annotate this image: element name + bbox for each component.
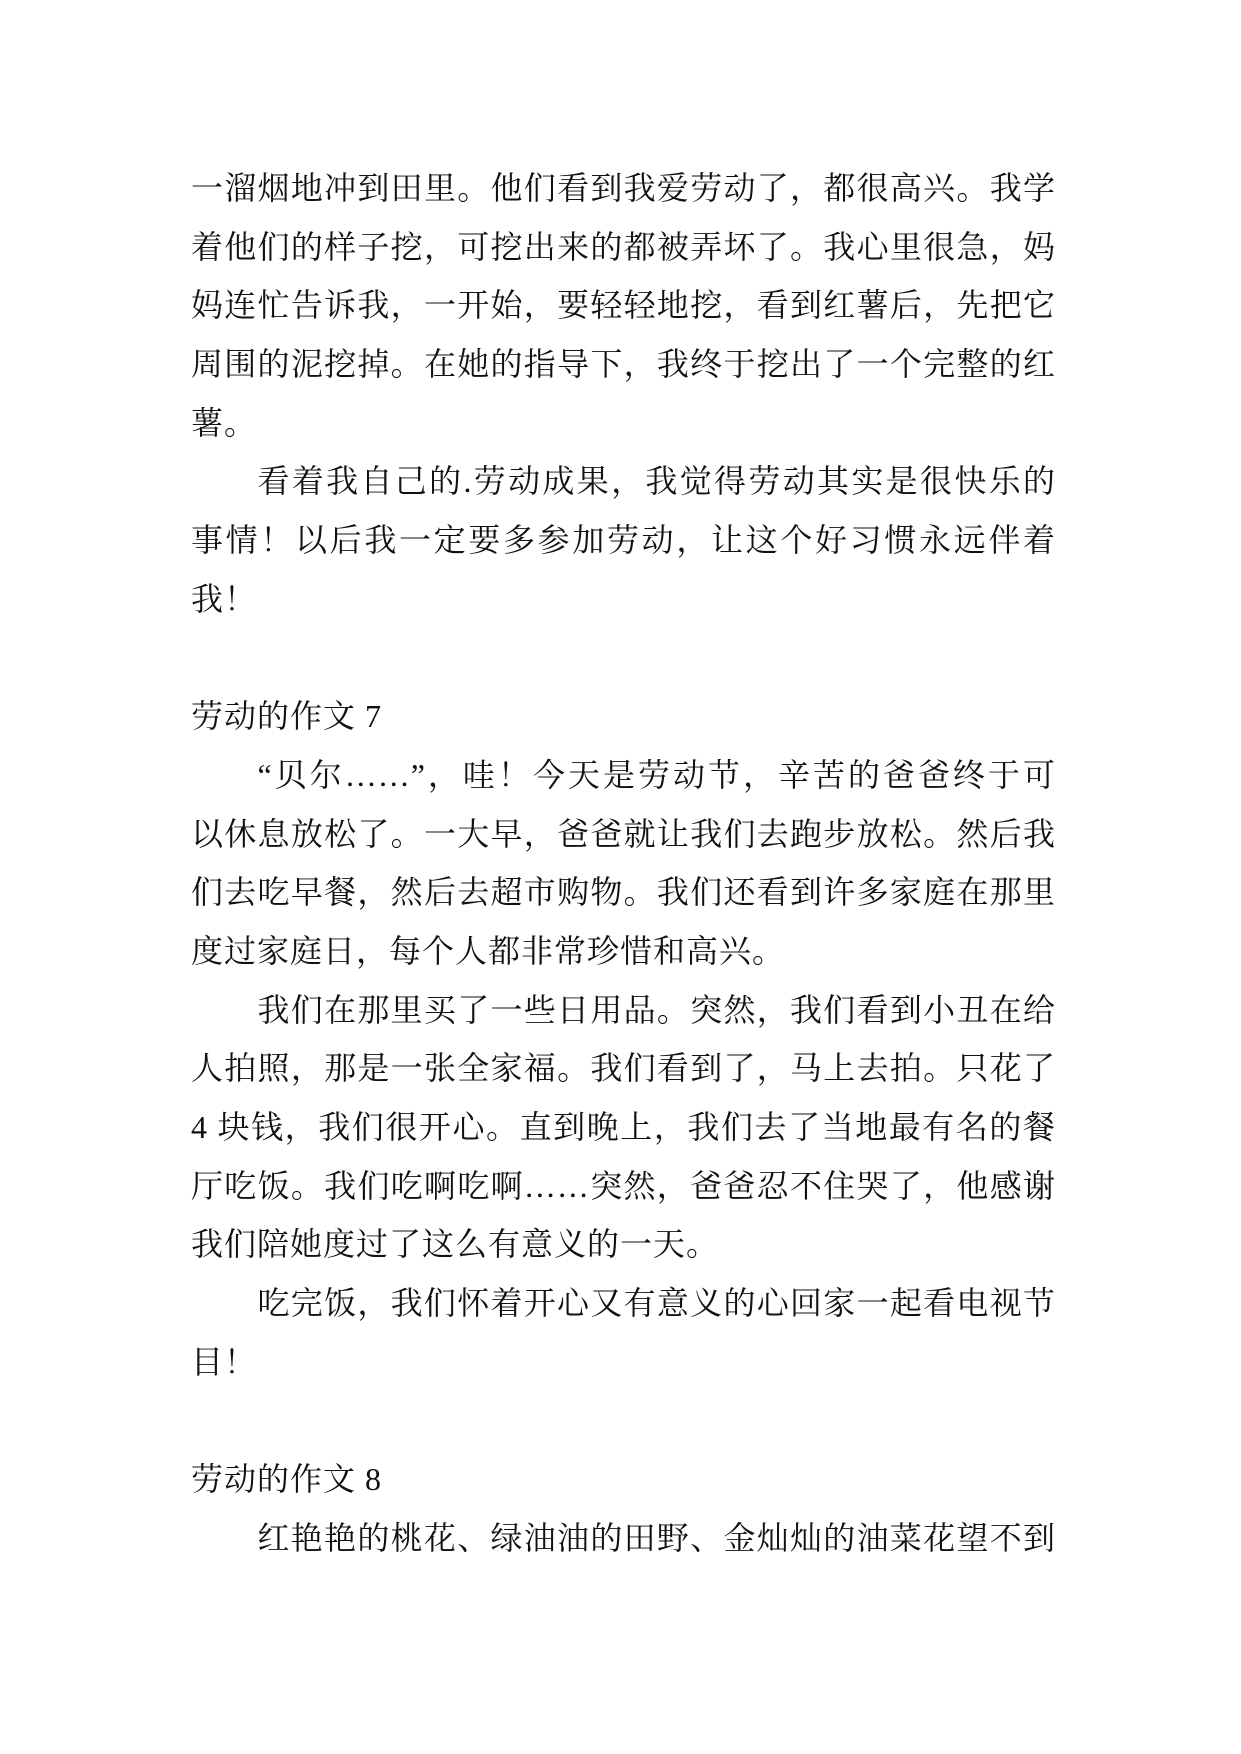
document-body	[191, 159, 1056, 1568]
paragraph	[191, 452, 1056, 628]
text-line: 我们在那里买了一些日用品。突然，我们看到小丑在给	[257, 991, 1056, 1028]
paragraph	[191, 746, 1056, 981]
paragraph	[191, 159, 1056, 452]
essay-section-7	[191, 687, 1056, 1391]
text-line: 吃完饭，我们怀着开心又有意义的心回家一起看电视节	[257, 1285, 1056, 1322]
text-line: 周围的泥挖掉。在她的指导下，我终于挖出了一个完整的红	[191, 346, 1056, 383]
text-line: 一溜烟地冲到田里。他们看到我爱劳动了，都很高兴。我学	[191, 170, 1056, 206]
section-heading: 劳动的作文 7	[191, 698, 383, 735]
text-line: 人拍照，那是一张全家福。我们看到了，马上去拍。只花了	[191, 1050, 1056, 1087]
text-line: 们去吃早餐，然后去超市购物。我们还看到许多家庭在那里	[191, 874, 1056, 911]
text-line: 看着我自己的.劳动成果，我觉得劳动其实是很快乐的	[257, 463, 1056, 500]
paragraph	[191, 1274, 1056, 1391]
text-line: 事情！以后我一定要多参加劳动，让这个好习惯永远伴着	[191, 522, 1056, 559]
text-line: 我们陪她度过了这么有意义的一天。	[191, 1226, 720, 1263]
text-line: 薯。	[191, 404, 258, 441]
text-line: 我！	[191, 580, 258, 617]
text-line: 目！	[191, 1343, 258, 1380]
text-line: 着他们的样子挖，可挖出来的都被弄坏了。我心里很急，妈	[191, 228, 1056, 265]
section-heading: 劳动的作文 8	[191, 1461, 383, 1498]
paragraph	[191, 981, 1056, 1274]
text-line: 度过家庭日，每个人都非常珍惜和高兴。	[191, 932, 786, 969]
text-line: 厅吃饭。我们吃啊吃啊……突然，爸爸忍不住哭了，他感谢	[191, 1167, 1056, 1204]
essay-section-continuation	[191, 159, 1056, 629]
text-line: “贝尔……”，哇！今天是劳动节，辛苦的爸爸终于可	[257, 756, 1056, 793]
text-line: 以休息放松了。一大早，爸爸就让我们去跑步放松。然后我	[191, 815, 1056, 852]
text-line: 红艳艳的桃花、绿油油的田野、金灿灿的油菜花望不到	[257, 1519, 1056, 1556]
text-line: 妈连忙告诉我，一开始，要轻轻地挖，看到红薯后，先把它	[191, 287, 1056, 324]
essay-section-8	[191, 1450, 1056, 1567]
text-line: 4 块钱，我们很开心。直到晚上，我们去了当地最有名的餐	[191, 1109, 1056, 1145]
paragraph	[191, 1509, 1056, 1568]
